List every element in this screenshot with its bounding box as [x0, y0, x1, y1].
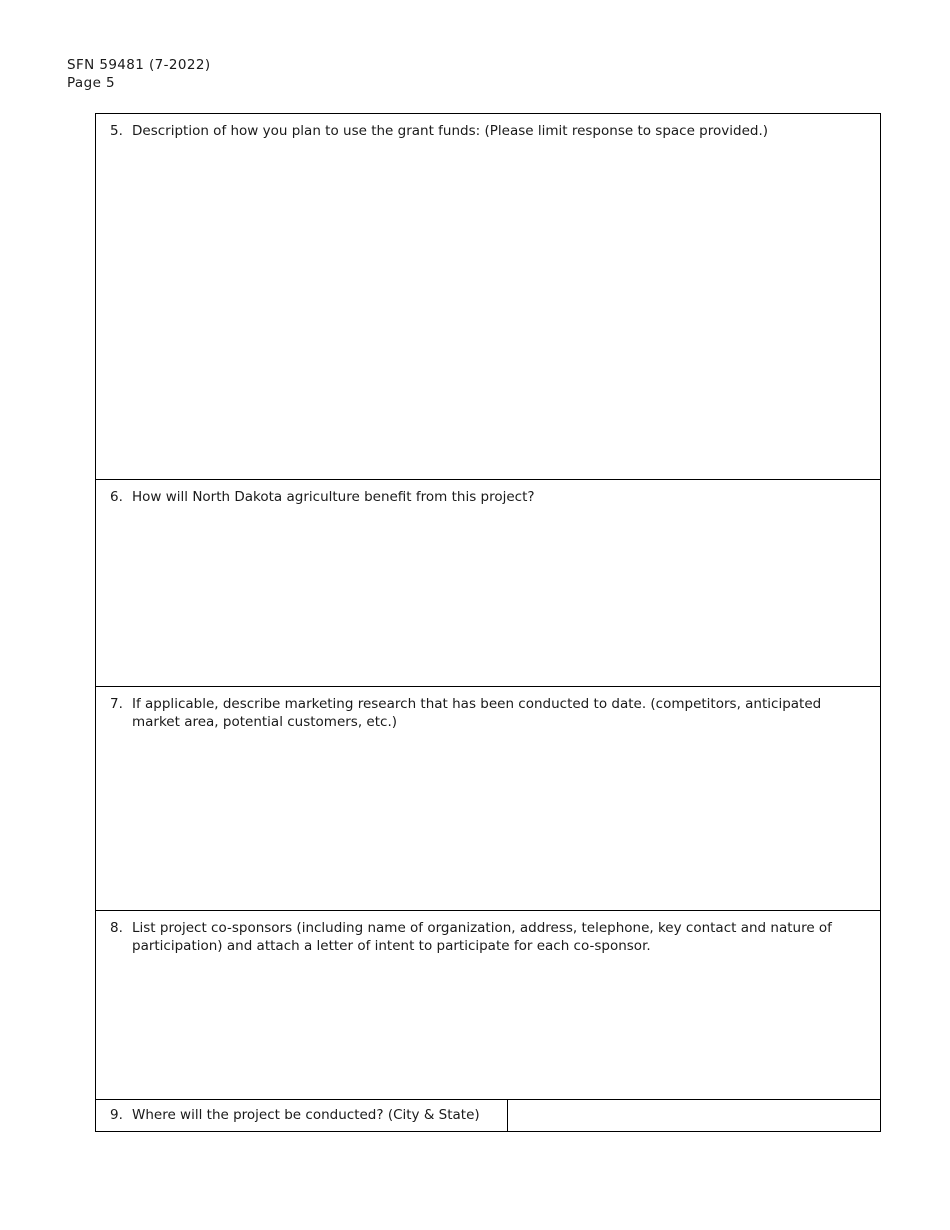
- question-6-section: [96, 480, 880, 687]
- question-text: How will North Dakota agriculture benefit from this project?: [132, 489, 535, 505]
- question-number: 5.: [110, 123, 123, 139]
- question-7-answer-field[interactable]: [97, 735, 879, 909]
- question-7-section: [96, 687, 880, 911]
- page-number: Page 5: [67, 75, 115, 91]
- question-number: 9.: [110, 1107, 123, 1123]
- question-text: Where will the project be conducted? (City & State): [132, 1107, 480, 1123]
- application-form: [95, 113, 881, 1132]
- question-8-section: [96, 911, 880, 1100]
- question-8-answer-field[interactable]: [97, 959, 879, 1098]
- question-5-label: [110, 122, 844, 140]
- question-8-label: [110, 919, 844, 955]
- question-6-answer-field[interactable]: [97, 510, 879, 685]
- question-5-answer-field[interactable]: [97, 144, 879, 478]
- question-5-section: [96, 114, 880, 480]
- question-text: If applicable, describe marketing research that has been conducted to date. (competitors, anticipated market area, potential customers, etc.): [132, 696, 822, 730]
- question-number: 6.: [110, 489, 123, 505]
- question-text: Description of how you plan to use the grant funds: (Please limit response to space provided.): [132, 123, 769, 139]
- question-text: List project co-sponsors (including name of organization, address, telephone, key contact and nature of participation) and attach a letter of intent to participate for each co-sponsor.: [132, 920, 832, 954]
- form-number: SFN 59481 (7-2022): [67, 57, 211, 73]
- question-6-label: [110, 488, 844, 506]
- project-location-field[interactable]: [507, 1100, 880, 1131]
- question-number: 8.: [110, 920, 123, 936]
- question-9-section: [96, 1100, 880, 1131]
- question-number: 7.: [110, 696, 123, 712]
- form-header: [67, 56, 211, 92]
- question-7-label: [110, 695, 844, 731]
